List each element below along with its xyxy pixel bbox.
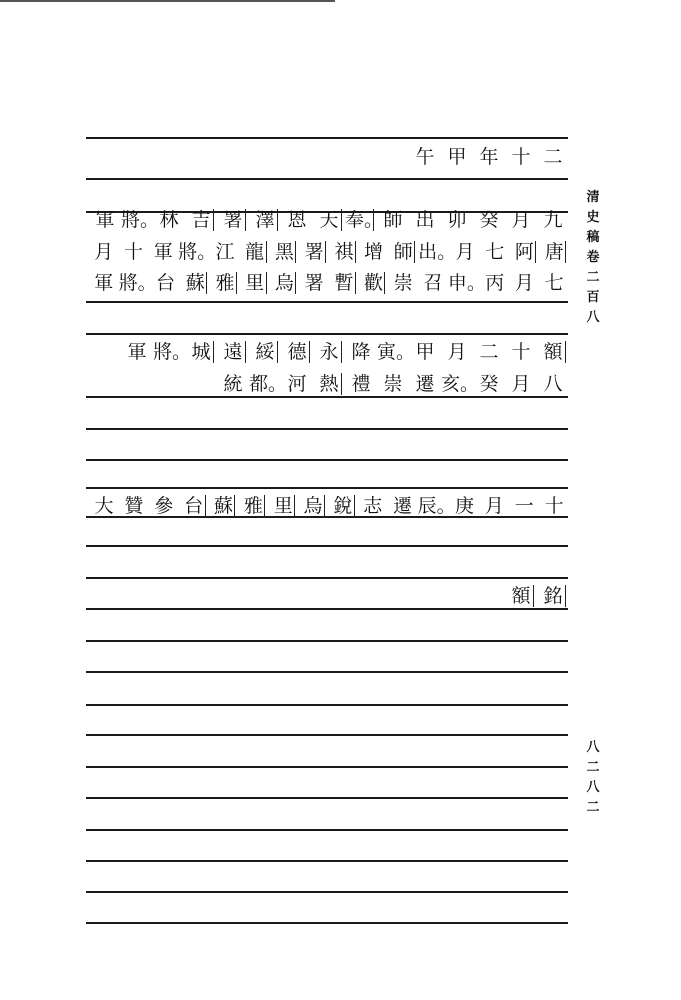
- chronicle-char: 贊: [124, 495, 144, 517]
- chronicle-char: 十: [511, 341, 531, 363]
- chronicle-char: 丙: [485, 272, 505, 294]
- margin-char: 稿: [586, 230, 600, 245]
- chronicle-char: 烏: [298, 494, 328, 518]
- chronicle-char: 軍: [127, 341, 147, 363]
- chronicle-char: 十: [544, 495, 564, 517]
- chronicle-char: 七: [485, 241, 505, 263]
- chronicle-line: [89, 240, 569, 264]
- chronicle-char: 恩: [287, 209, 307, 231]
- table-rule: [86, 704, 568, 706]
- chronicle-char: 唐: [539, 240, 569, 264]
- chronicle-char: 烏: [270, 271, 300, 295]
- chronicle-char: 台: [156, 272, 176, 294]
- table-rule: [86, 891, 568, 893]
- chronicle-char: 雅: [238, 494, 268, 518]
- chronicle-char: 大: [94, 495, 114, 517]
- chronicle-char: 祺: [329, 240, 359, 264]
- chronicle-char: 銘: [537, 584, 569, 608]
- table-rule: [86, 766, 568, 768]
- chronicle-char: 月: [511, 373, 531, 395]
- chronicle-char: 永: [313, 340, 345, 364]
- margin-char: 二: [586, 760, 600, 775]
- chronicle-char: 城: [185, 340, 217, 364]
- chronicle-char: 十: [511, 146, 531, 168]
- chronicle-char: 軍: [153, 241, 173, 263]
- chronicle-char: 志: [363, 495, 383, 517]
- chronicle-char: 額: [537, 340, 569, 364]
- chronicle-char: 軍: [94, 272, 114, 294]
- chronicle-char: 將。: [121, 209, 160, 231]
- chronicle-char: 癸: [479, 373, 499, 395]
- margin-char: 二: [586, 270, 600, 285]
- chronicle-char: 將。: [153, 341, 192, 363]
- chronicle-char: 雅: [210, 271, 240, 295]
- chronicle-char: 月: [511, 209, 531, 231]
- table-rule: [86, 829, 568, 831]
- chronicle-char: 八: [543, 373, 563, 395]
- table-rule: [86, 671, 568, 673]
- chronicle-char: 甲: [415, 341, 435, 363]
- table-rule: [86, 640, 568, 642]
- chronicle-line: [89, 494, 569, 518]
- chronicle-char: 甲: [447, 146, 467, 168]
- table-rule: [86, 608, 568, 610]
- chronicle-char: 軍: [95, 209, 115, 231]
- chronicle-char: 降: [351, 341, 371, 363]
- page-number: [582, 738, 604, 818]
- chronicle-line: [89, 584, 569, 608]
- chronicle-char: 蘇: [180, 271, 210, 295]
- chronicle-line: [89, 271, 569, 295]
- chronicle-char: 卯: [447, 209, 467, 231]
- table-rule: [86, 860, 568, 862]
- chronicle-char: 綏: [249, 340, 281, 364]
- chronicle-char: 歡: [359, 271, 389, 295]
- chronicle-char: 署: [304, 272, 324, 294]
- chronicle-char: 將。: [118, 272, 157, 294]
- table-rule: [86, 333, 568, 335]
- chronicle-char: 二: [479, 341, 499, 363]
- margin-char: 卷: [586, 250, 600, 265]
- chronicle-char: 遷: [415, 373, 435, 395]
- chronicle-char: 年: [479, 146, 499, 168]
- chronicle-char: 月: [94, 241, 114, 263]
- chronicle-char: 統: [223, 373, 243, 395]
- chronicle-char: 辰。: [417, 495, 456, 517]
- chronicle-char: 吉: [185, 208, 217, 232]
- chronicle-char: 月: [514, 272, 534, 294]
- margin-char: 八: [586, 780, 600, 795]
- chronicle-char: 遷: [393, 495, 413, 517]
- chronicle-char: 寅。: [377, 341, 416, 363]
- table-rule: [86, 137, 568, 139]
- chronicle-char: 里: [240, 271, 270, 295]
- chronicle-char: 里: [268, 494, 298, 518]
- chronicle-char: 增: [364, 241, 384, 263]
- table-rule: [86, 459, 568, 461]
- chronicle-char: 申。: [447, 272, 486, 294]
- chronicle-char: 庚: [454, 495, 474, 517]
- chronicle-char: 亥。: [441, 373, 480, 395]
- chronicle-char: 癸: [479, 209, 499, 231]
- chronicle-char: 澤: [249, 208, 281, 232]
- table-rule: [86, 545, 568, 547]
- table-rule: [86, 178, 568, 180]
- chronicle-char: 龍: [240, 240, 270, 264]
- chronicle-char: 月: [447, 341, 467, 363]
- chronicle-char: 師: [388, 240, 418, 264]
- margin-char: 史: [586, 210, 600, 225]
- chronicle-char: 蘇: [209, 494, 239, 518]
- table-rule: [86, 922, 568, 924]
- margin-char: 二: [586, 800, 600, 815]
- chronicle-char: 午: [415, 146, 435, 168]
- chronicle-char: 出。: [418, 241, 457, 263]
- chronicle-line: [89, 340, 569, 364]
- chronicle-char: 林: [159, 209, 179, 231]
- top-edge-line: [0, 0, 335, 2]
- chronicle-char: 十: [124, 241, 144, 263]
- chronicle-char: 署: [217, 208, 249, 232]
- table-rule: [86, 301, 568, 303]
- table-rule: [86, 734, 568, 736]
- chronicle-char: 參: [154, 495, 174, 517]
- table-rule: [86, 428, 568, 430]
- chronicle-char: 江: [215, 241, 235, 263]
- chronicle-char: 二: [543, 146, 563, 168]
- table-rule: [86, 577, 568, 579]
- margin-char: 百: [586, 290, 600, 305]
- chronicle-char: 九: [543, 209, 563, 231]
- margin-char: 八: [586, 740, 600, 755]
- chronicle-char: 都。: [249, 373, 288, 395]
- chronicle-char: 遠: [217, 340, 249, 364]
- chronicle-char: 額: [505, 584, 537, 608]
- margin-char: 八: [586, 310, 600, 325]
- chronicle-char: 七: [544, 272, 564, 294]
- chronicle-char: 師: [383, 209, 403, 231]
- chronicle-line: [89, 208, 569, 232]
- chronicle-char: 月: [455, 241, 475, 263]
- chronicle-char: 銳: [328, 494, 358, 518]
- table-rule: [86, 396, 568, 398]
- table-rule: [86, 487, 568, 489]
- chronicle-char: 黑: [270, 240, 300, 264]
- chronicle-char: 一: [514, 495, 534, 517]
- chronicle-char: 德: [281, 340, 313, 364]
- chronicle-char: 崇: [383, 373, 403, 395]
- table-rule: [86, 797, 568, 799]
- chronicle-line: [89, 145, 569, 169]
- chronicle-char: 出: [415, 209, 435, 231]
- chronicle-char: 將。: [178, 241, 217, 263]
- margin-char: 清: [586, 190, 600, 205]
- chronicle-char: 禮: [351, 373, 371, 395]
- chronicle-char: 奉。: [345, 209, 384, 231]
- chronicle-char: 河: [287, 373, 307, 395]
- chronicle-char: 熱: [313, 372, 345, 396]
- chronicle-char: 天: [313, 208, 345, 232]
- chronicle-char: 署: [299, 240, 329, 264]
- margin-title: [582, 188, 604, 328]
- chronicle-char: 崇: [393, 272, 413, 294]
- chronicle-char: 台: [179, 494, 209, 518]
- chronicle-char: 月: [484, 495, 504, 517]
- chronicle-char: 阿: [510, 240, 540, 264]
- chronicle-line: [89, 372, 569, 396]
- chronicle-char: 暫: [329, 271, 359, 295]
- chronicle-char: 召: [423, 272, 443, 294]
